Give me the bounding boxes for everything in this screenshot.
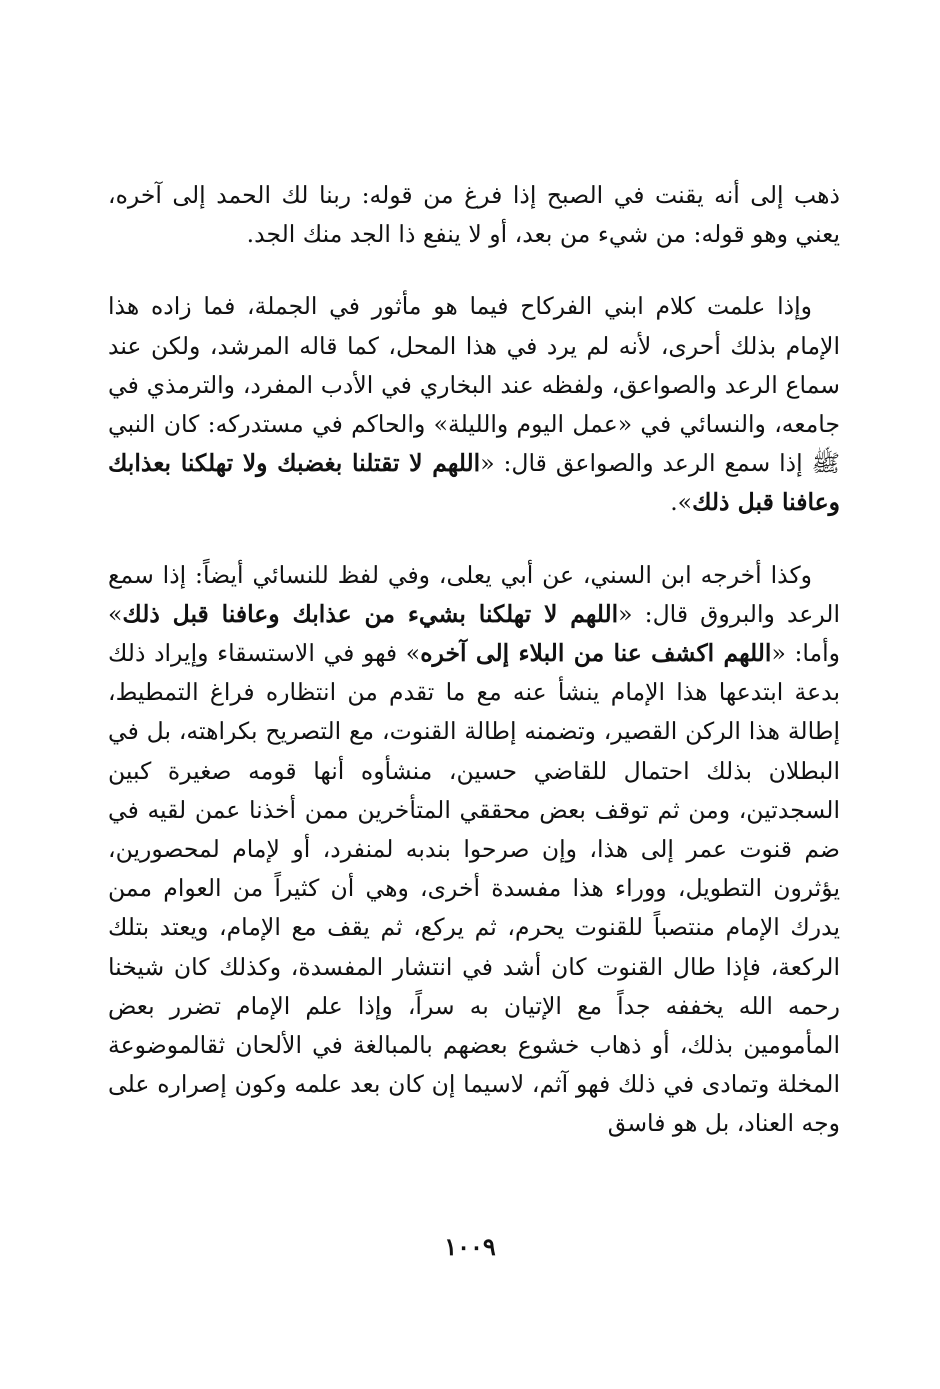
paragraph-2-closing: ». [670,488,693,517]
page-body [108,176,840,1144]
paragraph-1 [108,176,840,254]
paragraph-3 [108,556,840,1144]
paragraph-1-text: ذهب إلى أنه يقنت في الصبح إذا فرغ من قوله: ربنا لك الحمد إلى آخره، يعني وهو قوله: من شيء من بعد، أو لا ينفع ذا الجد منك الجد. [108,181,840,249]
paragraph-3-continuation: » فهو في الاستسقاء وإيراد ذلك بدعة ابتدعها هذا الإمام ينشأ عنه مع ما تقدم من انتظاره فراغ التمطيط، إطالة هذا الركن القصير، وتضمنه إطالة القنوت، مع التصريح بكراهته، بل في البطلان بذلك احتمال للقاضي حسين، منشأوه أنها قومه صغيرة كبين السجدتين، ومن ثم توقف بعض محققي المتأخرين ممن أخذنا عمن لقيه في ضم قنوت عمر إلى هذا، وإن صرحوا بندبه لمنفرد، أو لإمام لمحصورين، يؤثرون التطويل، ووراء هذا مفسدة أخرى، وهي أن كثيراً من العوام ممن يدرك الإمام منتصباً للقنوت يحرم، ثم يركع، ثم يقف مع الإمام، ويعتد بتلك الركعة، فإذا طال القنوت كان أشد في انتشار المفسدة، وكذلك كان شيخنا رحمه الله يخففه جداً مع الإتيان به سراً، وإذا علم الإمام تضرر بعض المأمومين بذلك، أو ذهاب خشوع بعضهم بالمبالغة في الألحان ثقالموضوعة المخلة وتمادى في ذلك فهو آثم، لاسيما إن كان بعد علمه وكون إصراره على وجه العناد، بل هو فاسق [108,639,840,1138]
paragraph-2 [108,287,840,522]
paragraph-2-text: وإذا علمت كلام ابني الفركاح فيما هو مأثور في الجملة، فما زاده هذا الإمام بذلك أحرى، لأنه لم يرد في هذا المحل، كما قاله المرشد، ولكن عند سماع الرعد والصواعق، ولفظه عند البخاري في الأدب المفرد، والترمذي في جامعه، والنسائي في «عمل اليوم والليلة» والحاكم في مستدركه: كان النبي ﷺ إذا سمع الرعد والصواعق قال: « [108,292,841,478]
supplication-quote: اللهم اكشف عنا من البلاء إلى آخره [420,639,772,668]
paragraph-3-text: وكذا أخرجه ابن السني، عن أبي يعلى، وفي لفظ للنسائي أيضاً: إذا سمع الرعد والبروق قال: « [108,560,840,628]
supplication-quote: اللهم لا تهلكنا بشيء من عذابك وعافنا قبل ذلك [122,599,619,628]
page-number: ١٠٠٩ [444,1232,496,1261]
supplication-quote: اللهم لا تقتلنا بغضبك ولا تهلكنا بعذابك وعافنا قبل ذلك [108,449,840,517]
paragraph-3-connector: » وأما: « [108,599,841,668]
